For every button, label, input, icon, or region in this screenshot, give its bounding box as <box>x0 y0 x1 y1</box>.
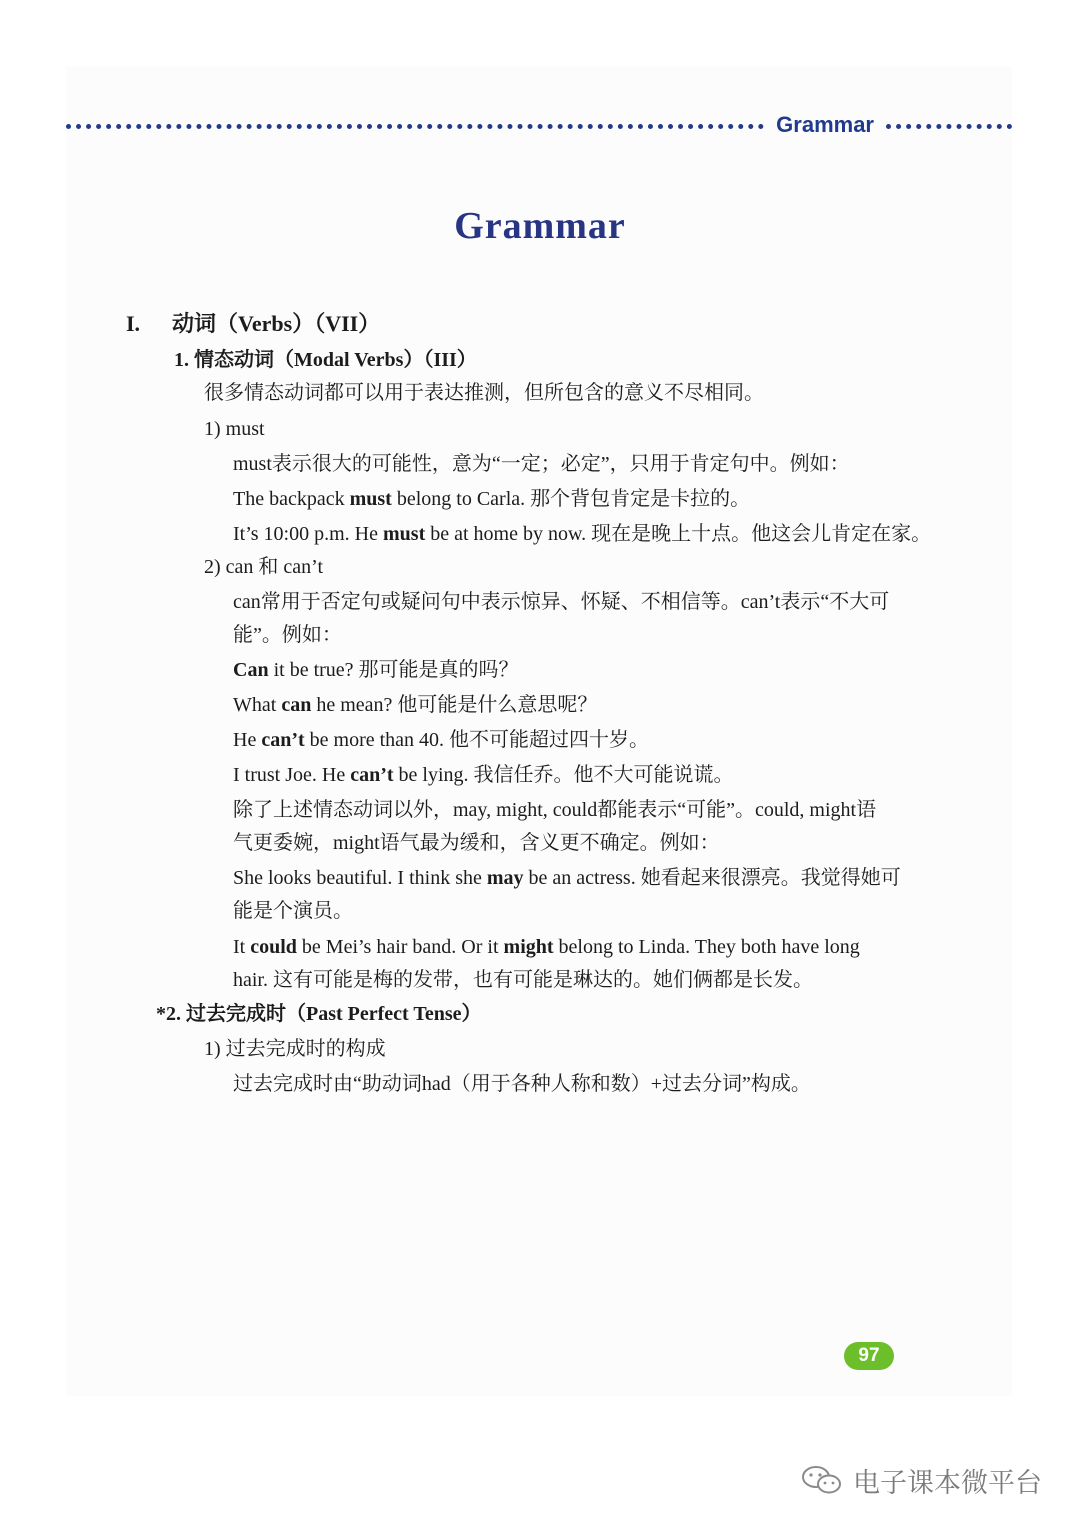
past-perfect-item-heading: 1) 过去完成时的构成 <box>204 1038 386 1060</box>
chat-bubbles-icon <box>801 1464 843 1496</box>
may-example <box>233 864 901 892</box>
must-example-1 <box>233 485 750 513</box>
example-text: I trust Joe. He <box>233 764 351 786</box>
can-description-1: can常用于否定句或疑问句中表示惊异、怀疑、不相信等。can’t表示“不大可 <box>233 591 890 613</box>
example-text: He <box>233 729 262 751</box>
example-text: It’s 10:00 p.m. He <box>233 523 383 545</box>
example-text: be more than 40. 他不可能超过四十岁。 <box>304 729 650 751</box>
example-text: The backpack <box>233 488 350 510</box>
example-text: What <box>233 694 282 716</box>
example-keyword: must <box>349 488 392 510</box>
subsection-heading-past-perfect: *2. 过去完成时（Past Perfect Tense） <box>156 1003 482 1025</box>
header-section-label: Grammar <box>776 112 874 137</box>
example-text: be at home by now. 现在是晚上十点。他这会儿肯定在家。 <box>425 523 932 545</box>
example-text: It <box>233 936 251 958</box>
example-text: She looks beautiful. I think she <box>233 867 487 889</box>
can-example-1 <box>233 656 519 684</box>
example-text: belong to Carla. 那个背包肯定是卡拉的。 <box>391 488 751 510</box>
example-keyword: may <box>486 867 524 889</box>
can-example-2 <box>233 691 597 719</box>
can-example-3 <box>233 726 649 754</box>
may-example-continued: 能是个演员。 <box>233 900 353 922</box>
example-text: be an actress. 她看起来很漂亮。我觉得她可 <box>523 867 901 889</box>
could-might-example-continued: hair. 这有可能是梅的发带，也有可能是琳达的。她们俩都是长发。 <box>233 969 813 991</box>
must-description: must表示很大的可能性，意为“一定；必定”，只用于肯定句中。例如： <box>233 453 850 475</box>
running-header <box>66 112 1012 138</box>
header-dots-right <box>886 124 1012 129</box>
page-number-badge: 97 <box>844 1342 894 1370</box>
example-keyword: might <box>503 936 554 958</box>
header-dots-left <box>66 124 764 129</box>
page-title: Grammar <box>454 205 626 247</box>
subsection-heading-modal: 1. 情态动词（Modal Verbs）（III） <box>174 349 477 371</box>
modal-note-2: 气更委婉，might语气最为缓和，含义更不确定。例如： <box>233 832 720 854</box>
example-keyword: could <box>250 936 297 958</box>
example-keyword: can <box>281 694 312 716</box>
must-example-2 <box>233 520 931 548</box>
modal-intro: 很多情态动词都可以用于表达推测，但所包含的意义不尽相同。 <box>204 382 764 404</box>
example-text: it be true? 那可能是真的吗？ <box>268 659 519 681</box>
must-heading: 1) must <box>204 418 265 440</box>
example-text: he mean? 他可能是什么意思呢？ <box>311 694 598 716</box>
past-perfect-description: 过去完成时由“助动词had（用于各种人称和数）+过去分词”构成。 <box>233 1073 811 1095</box>
watermark <box>801 1460 1042 1500</box>
example-keyword: must <box>383 523 426 545</box>
could-might-example <box>233 933 860 961</box>
can-description-2: 能”。例如： <box>233 624 342 646</box>
example-keyword: Can <box>233 659 269 681</box>
example-text: be Mei’s hair band. Or it <box>296 936 504 958</box>
watermark-text: 电子课本微平台 <box>853 1467 1042 1499</box>
section-number: I. <box>126 311 141 336</box>
example-text: be lying. 我信任乔。他不大可能说谎。 <box>393 764 734 786</box>
example-text: belong to Linda. They both have long <box>553 936 860 958</box>
example-keyword: can’t <box>350 764 394 786</box>
modal-note-1: 除了上述情态动词以外，may, might, could都能表示“可能”。could, might语 <box>233 799 877 821</box>
example-keyword: can’t <box>261 729 305 751</box>
section-heading: 动词（Verbs）（VII） <box>172 311 381 336</box>
can-heading: 2) can 和 can’t <box>204 556 324 578</box>
can-example-4 <box>233 761 734 789</box>
